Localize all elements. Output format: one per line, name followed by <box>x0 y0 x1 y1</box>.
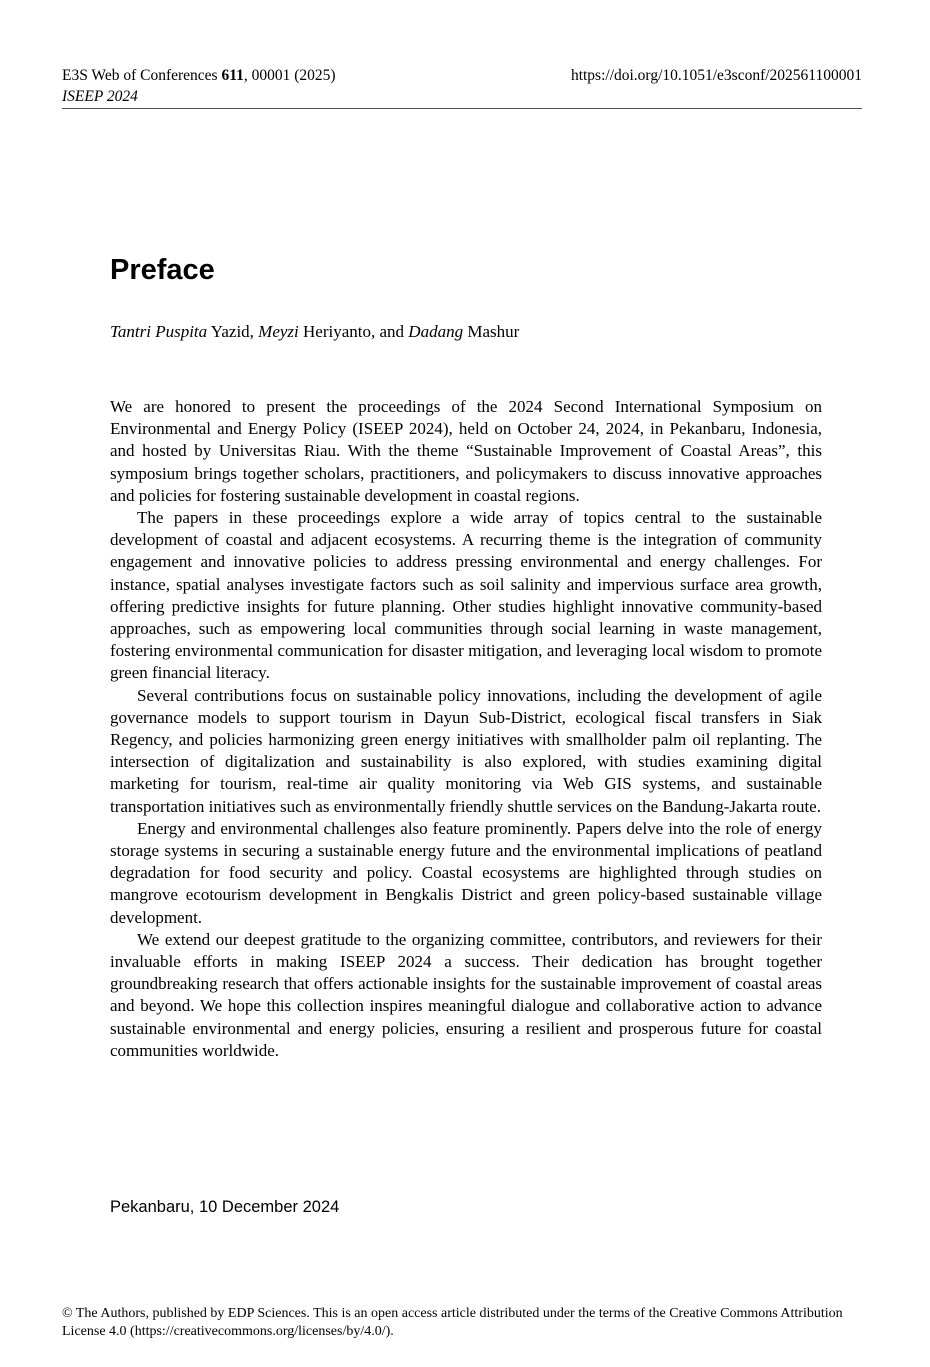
author-given-name: Tantri Puspita <box>110 322 208 341</box>
journal-name: E3S Web of Conferences <box>62 67 222 84</box>
header-divider <box>62 108 862 109</box>
paragraph: Several contributions focus on sustainable policy innovations, including the development of agile governance models to support tourism in Dayun Sub-District, ecological fiscal transfers in Siak Regency, and policies harmonizing green energy initiatives with smallholder palm oil replanting. The intersection of digitalization and sustainability is also explored, with studies examining digital marketing for tourism, real-time air quality monitoring via Web GIS systems, and sustainable transportation initiatives such as environmentally friendly shuttle services on the Bandung-Jakarta route. <box>110 685 822 816</box>
author-separator: , and <box>371 322 409 341</box>
author-list <box>110 320 519 344</box>
paragraph: Energy and environmental challenges also feature prominently. Papers delve into the role of energy storage systems in securing a sustainable energy future and the environmental implications of peatland degradation for food security and policy. Coastal ecosystems are highlighted through studies on mangrove ecotourism development in Bengkalis District and green policy-based sustainable village development. <box>110 818 822 927</box>
author-family-name: Yazid <box>210 322 250 341</box>
place-date-signoff: Pekanbaru, 10 December 2024 <box>110 1198 340 1216</box>
conference-name: ISEEP 2024 <box>62 88 138 105</box>
author-given-name: Dadang <box>408 322 464 341</box>
license-footer: © The Authors, published by EDP Sciences. This is an open access article distributed under the terms of the Creative Commons Attribution License 4.0 (https://creativecommons.org/licenses/by/4.0/). <box>62 1306 843 1339</box>
author-family-name: Mashur <box>467 322 520 341</box>
preface-body <box>110 396 822 1062</box>
journal-volume: 611 <box>221 67 244 84</box>
article-info: , 00001 (2025) <box>243 67 336 84</box>
paragraph: The papers in these proceedings explore a wide array of topics central to the sustainable development of coastal and adjacent ecosystems. A recurring theme is the integration of community engagement and innovative policies to address pressing environmental and energy challenges. For instance, spatial analyses investigate factors such as soil salinity and impervious surface area growth, offering predictive insights for future planning. Other studies highlight innovative community-based approaches, such as empowering local communities through social learning in waste management, fostering environmental communication for disaster mitigation, and leveraging local wisdom to promote green financial literacy. <box>110 508 822 683</box>
journal-citation <box>62 65 336 86</box>
paragraph: We are honored to present the proceedings of the 2024 Second International Symposium on Environmental and Energy Policy (ISEEP 2024), held on October 24, 2024, in Pekanbaru, Indonesia, and hosted by Universitas Riau. With the theme “Sustainable Improvement of Coastal Areas”, this symposium brings together scholars, practitioners, and policymakers to discuss innovative approaches and policies for fostering sustainable development in coastal regions. <box>110 397 822 505</box>
paragraph: We extend our deepest gratitude to the organizing committee, contributors, and reviewers for their invaluable efforts in making ISEEP 2024 a success. Their dedication has brought together groundbreaking research that offers actionable insights for the sustainable improvement of coastal areas and beyond. We hope this collection inspires meaningful dialogue and collaborative action to advance sustainable environmental and energy policies, ensuring a resilient and prosperous future for coastal communities worldwide. <box>110 929 822 1060</box>
author-family-name: Heriyanto <box>303 322 371 341</box>
doi-link[interactable]: https://doi.org/10.1051/e3sconf/202561100001 <box>570 67 862 84</box>
author-given-name: Meyzi <box>258 322 299 341</box>
author-separator: , <box>249 322 259 341</box>
page-title: Preface <box>110 254 215 286</box>
